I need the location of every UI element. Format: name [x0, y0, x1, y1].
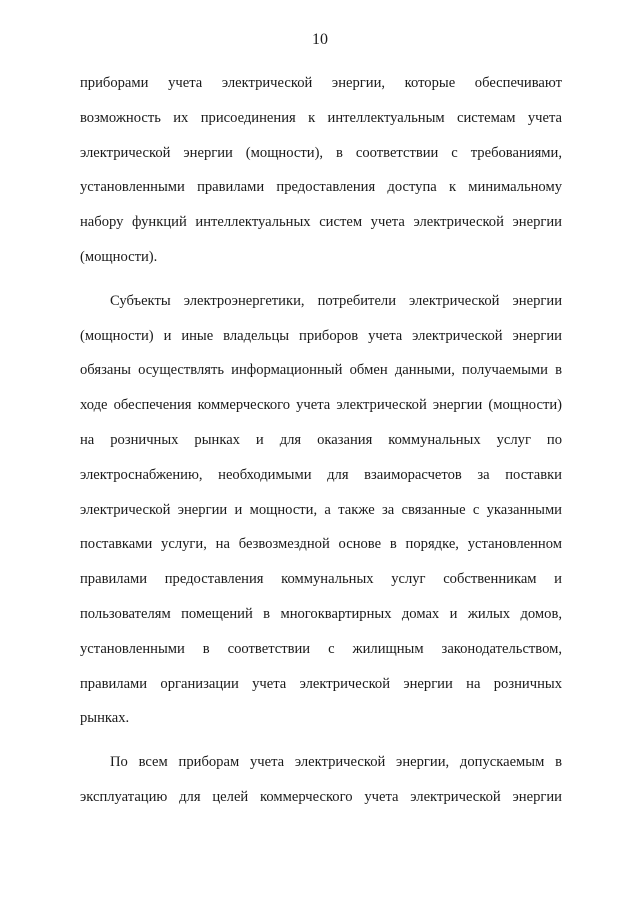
paragraph-line: на розничных рынках и для оказания коммунальных услуг по [80, 431, 562, 448]
paragraph-line: приборами учета электрической энергии, которые обеспечивают [80, 75, 562, 91]
paragraph-line: ходе обеспечения коммерческого учета электрической энергии (мощности) [80, 397, 562, 414]
paragraph-line: пользователям помещений в многоквартирных домах и жилых домов, [80, 605, 562, 622]
paragraph-line: поставками услуги, на безвозмездной основе в порядке, установленном [80, 536, 562, 553]
paragraph-line: установленными правилами предоставления доступа к минимальному [80, 179, 562, 196]
paragraph-line: правилами организации учета электрической энергии на розничных [80, 675, 562, 692]
paragraph-line: По всем приборам учета электрической энергии, допускаемым в [110, 754, 562, 771]
paragraph-line: (мощности). [80, 248, 158, 265]
paragraph-line: обязаны осуществлять информационный обмен данными, получаемыми в [80, 362, 562, 379]
paragraph-2 [80, 284, 562, 736]
paragraph-line: электрической энергии и мощности, а также за связанные с указанными [80, 501, 562, 518]
paragraph-line: электрической энергии (мощности), в соответствии с требованиями, [80, 144, 562, 161]
paragraph-line: эксплуатацию для целей коммерческого учета электрической энергии [80, 788, 562, 805]
document-body [80, 66, 562, 815]
paragraph-1 [80, 66, 562, 275]
page-number: 10 [312, 31, 328, 48]
paragraph-line: набору функций интеллектуальных систем учета электрической энергии [80, 214, 562, 231]
paragraph-line: (мощности) и иные владельцы приборов учета электрической энергии [80, 327, 562, 344]
paragraph-line: возможность их присоединения к интеллектуальным системам учета [80, 109, 562, 126]
paragraph-spacer [80, 736, 562, 745]
paragraph-line: электроснабжению, необходимыми для взаиморасчетов за поставки [80, 466, 562, 483]
paragraph-line: Субъекты электроэнергетики, потребители электрической энергии [110, 292, 562, 309]
paragraph-3 [80, 745, 562, 815]
paragraph-line: установленными в соответствии с жилищным законодательством, [80, 640, 562, 657]
paragraph-spacer [80, 275, 562, 284]
paragraph-line: рынках. [80, 710, 130, 727]
paragraph-line: правилами предоставления коммунальных услуг собственникам и [80, 571, 562, 588]
